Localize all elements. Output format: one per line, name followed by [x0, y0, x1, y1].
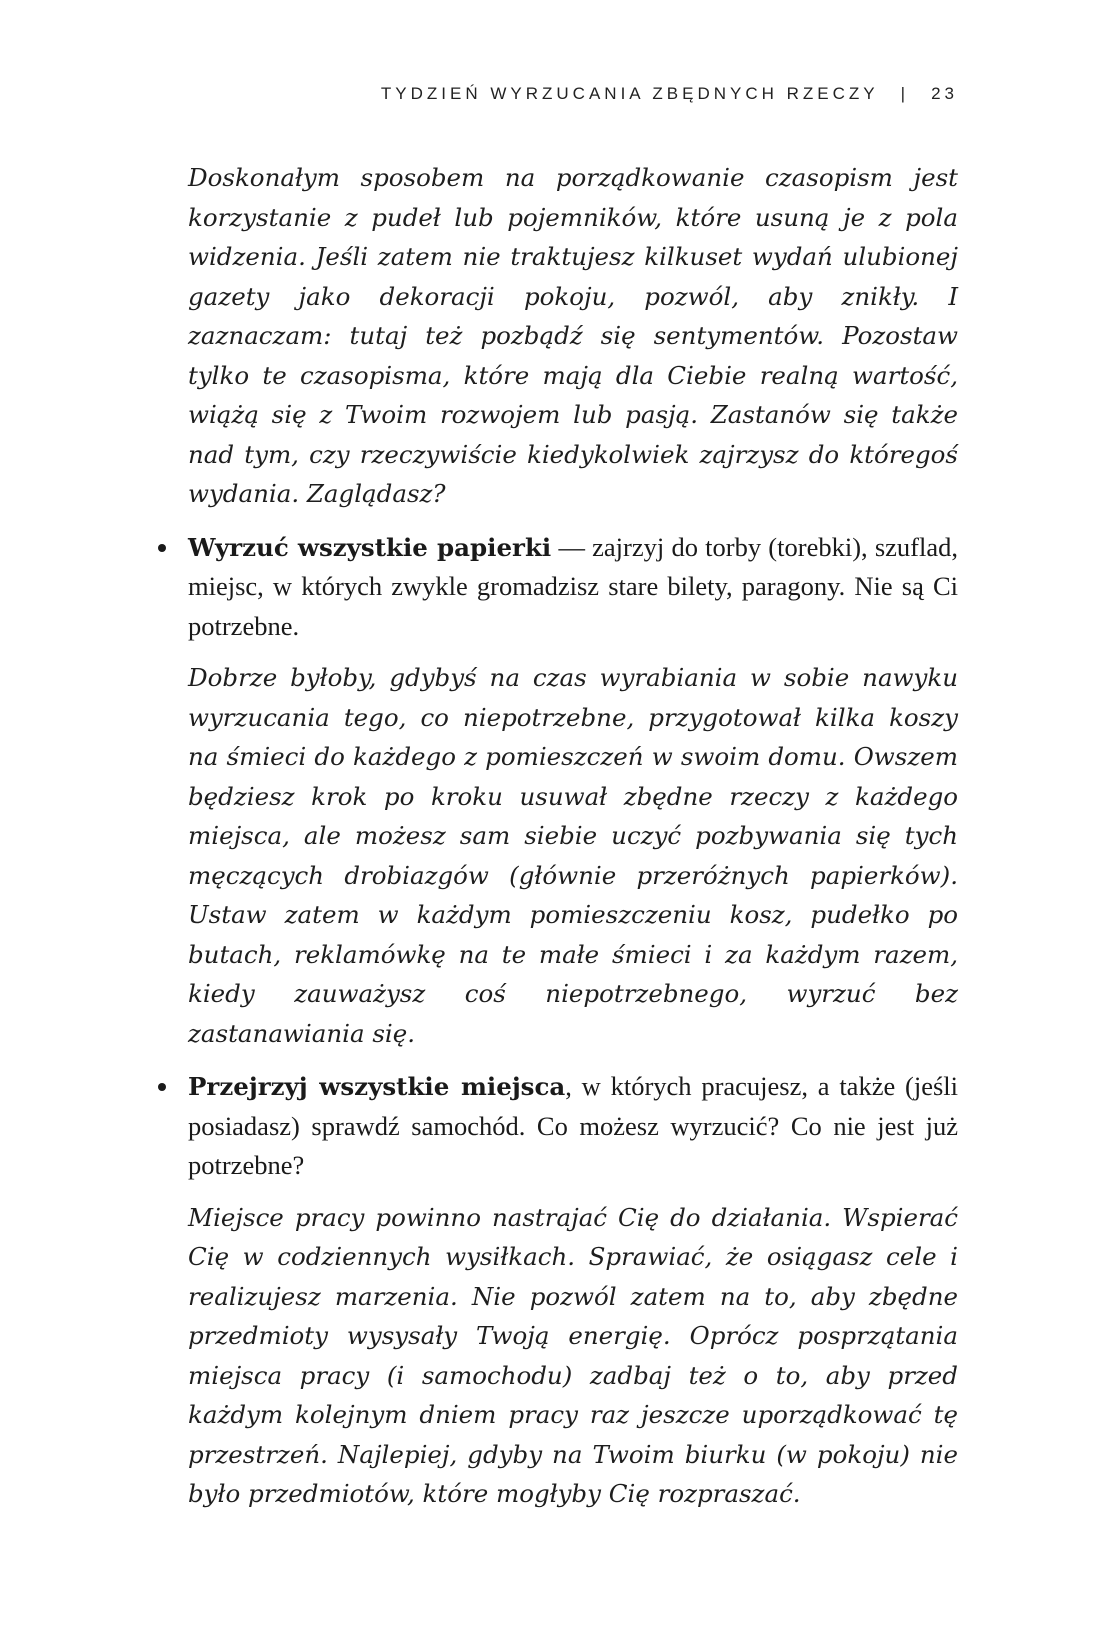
bullet-text — [188, 1067, 958, 1186]
running-header — [0, 84, 958, 104]
bullet-dot-icon — [158, 544, 166, 552]
bullet-item-workplaces — [188, 1067, 958, 1186]
bullet-item-papers — [188, 528, 958, 647]
bullet-bold-lead: Przejrzyj wszystkie miejsca — [188, 1072, 566, 1101]
header-separator: | — [900, 84, 910, 103]
italic-paragraph-bins: Dobrze byłoby, gdybyś na czas wyrabiania w sobie nawyku wyrzucania tego, co niepotrzebne, przygotował kilka koszy na śmieci do każdego z pomieszczeń w swoim domu. Owszem będziesz krok po kroku usuwał zbędne rzeczy z każdego miejsca, ale możesz sam siebie uczyć pozbywania się tych męczących drobiazgów (głównie przeróżnych papierków). Ustaw zatem w każdym pomieszczeniu kosz, pudełko po butach, reklamówkę na te małe śmieci i za każdym razem, kiedy zauważysz coś niepotrzebnego, wyrzuć bez zastanawiania się. — [188, 663, 958, 1048]
italic-paragraph-workplace: Miejsce pracy powinno nastrajać Cię do działania. Wspierać Cię w codziennych wysiłkach. Sprawiać, że osiągasz cele i realizujesz marzenia. Nie pozwól zatem na to, aby zbędne przedmioty wysysały Twoją energię. Oprócz posprzątania miejsca pracy (i samochodu) zadbaj też o to, aby przed każdym kolejnym dniem pracy raz jeszcze uporządkować tę przestrzeń. Najlepiej, gdyby na Twoim biurku (w pokoju) nie było przedmiotów, które mogłyby Cię rozpraszać. — [188, 1202, 958, 1508]
page-number: 23 — [931, 84, 958, 103]
bullet-body: — zajrzyj do torby (torebki), szuflad, miejsc, w których zwykle gromadzisz stare bilety, paragony. Nie są Ci potrzebne. — [188, 531, 958, 641]
page-body — [0, 158, 1103, 1514]
running-title: TYDZIEŃ WYRZUCANIA ZBĘDNYCH RZECZY — [380, 84, 879, 103]
bullet-body: , w których pracujesz, a także (jeśli posiadasz) sprawdź samochód. Co możesz wyrzucić? Co nie jest już potrzebne? — [188, 1071, 958, 1180]
bullet-dot-icon — [158, 1083, 166, 1091]
italic-paragraph-magazines: Doskonałym sposobem na porządkowanie czasopism jest korzystanie z pudeł lub pojemników, które usuną je z pola widzenia. Jeśli zatem nie traktujesz kilkuset wydań ulubionej gazety jako dekoracji pokoju, pozwól, aby znikły. I zaznaczam: tutaj też pozbądź się sentymentów. Pozostaw tylko te czasopisma, które mają dla Ciebie realną wartość, wiążą się z Twoim rozwojem lub pasją. Zastanów się także nad tym, czy rzeczywiście kiedykolwiek zajrzysz do któregoś wydania. Zaglądasz? — [188, 163, 958, 508]
bullet-text — [188, 528, 958, 647]
bullet-bold-lead: Wyrzuć wszystkie papierki — [188, 532, 552, 562]
